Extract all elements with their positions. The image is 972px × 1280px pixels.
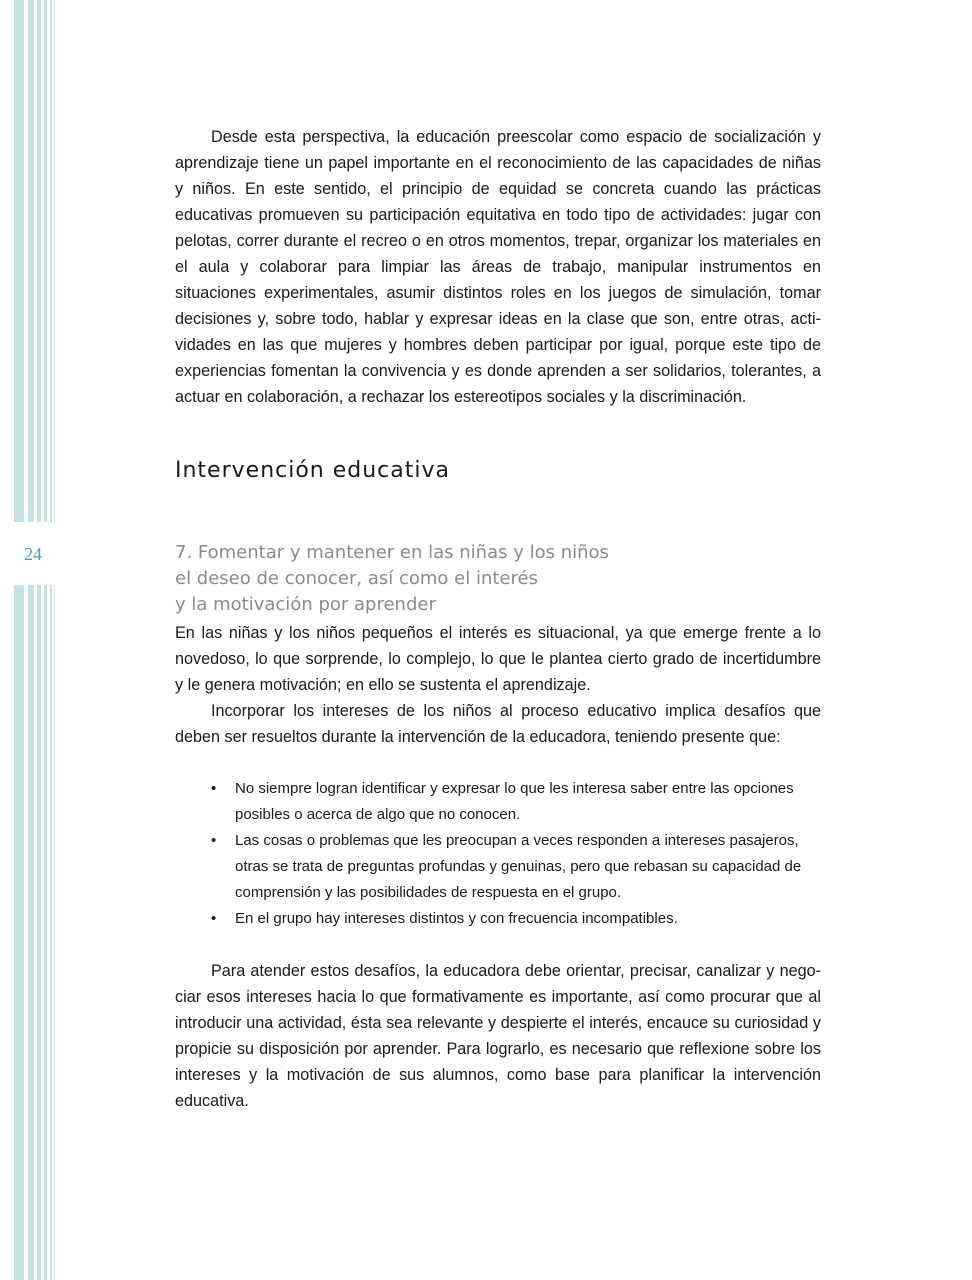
subsection-title-line: 7. Fomentar y mantener en las niñas y los niños bbox=[175, 542, 609, 563]
bullet-icon: • bbox=[211, 910, 217, 927]
stripe bbox=[28, 585, 34, 1280]
list-item-text: Las cosas o problemas que les preocupan a veces responden a intereses pasajeros, otras se trata de preguntas profundas y genuinas, pero que rebasan su capacidad de comprensión y las posibilidades de respuesta en el grupo. bbox=[235, 832, 802, 901]
margin-stripes-bottom bbox=[0, 585, 60, 1280]
subsection-title-line: y la motivación por aprender bbox=[175, 594, 436, 615]
list-item bbox=[211, 776, 821, 828]
subsection-title-line: el deseo de conocer, así como el interés bbox=[175, 568, 538, 589]
page-content bbox=[175, 124, 821, 1114]
list-item-text: No siempre logran identificar y expresar lo que les interesa saber entre las opciones posibles o acerca de algo que no conocen. bbox=[235, 780, 794, 823]
body-paragraph: Incorporar los intereses de los niños al proceso educativo implica desafíos que deben ser resueltos durante la intervención de la educadora, teniendo presente que: bbox=[175, 702, 821, 746]
subsection-title bbox=[175, 540, 821, 618]
bullet-icon: • bbox=[211, 832, 217, 849]
stripe bbox=[44, 0, 47, 522]
margin-stripes-top bbox=[0, 0, 60, 522]
stripe bbox=[44, 585, 47, 1280]
body-paragraph: En las niñas y los niños pequeños el interés es situacional, ya que emerge frente a lo novedoso, lo que sorprende, lo complejo, lo que le plantea cierto grado de incertidumbre y le genera motivación; en ello se sustenta el aprendizaje. bbox=[175, 624, 821, 694]
stripe bbox=[37, 585, 41, 1280]
stripe bbox=[14, 585, 24, 1280]
intro-paragraph: Desde esta perspectiva, la educación preescolar como espacio de socialización y aprendizaje tiene un papel importante en el reconocimiento de las capacidades de niñas y niños. En este sentido, el principio de equidad se concreta cuando las prácticas educativas promueven su participación equitativa en todo tipo de actividades: jugar con pelotas, correr durante el recreo o en otros momentos, trepar, organizar los materiales en el aula y colaborar para limpiar las áreas de trabajo, manipular instrumentos en situaciones experimentales, asumir distintos roles en los juegos de simulación, tomar decisiones y, sobre todo, hablar y expresar ideas en la clase que son, entre otras, actividades en las que mujeres y hombres deben participar por igual, porque este tipo de experiencias fomentan la convivencia y es donde aprenden a ser solidarios, tolerantes, a actuar en colaboración, a rechazar los estereotipos sociales y la discriminación. bbox=[175, 128, 821, 406]
stripe bbox=[37, 0, 41, 522]
stripe bbox=[14, 0, 24, 522]
bullet-icon: • bbox=[211, 780, 217, 797]
stripe bbox=[50, 585, 52, 1280]
bullet-list bbox=[175, 776, 821, 932]
stripe bbox=[54, 0, 55, 522]
body-paragraph: Para atender estos desafíos, la educadora debe orientar, precisar, canalizar y negociar esos intereses hacia lo que formativamente es importante, así como procurar que al introducir una actividad, ésta sea relevante y despierte el interés, encauce su curiosidad y propicie su disposición por aprender. Para lograrlo, es necesario que reflexione sobre los intereses y la motivación de sus alumnos, como base para planificar la intervención educativa. bbox=[175, 962, 821, 1110]
list-item-text: En el grupo hay intereses distintos y con frecuencia incompatibles. bbox=[235, 910, 678, 927]
stripe bbox=[28, 0, 34, 522]
list-item bbox=[211, 906, 821, 932]
stripe bbox=[50, 0, 52, 522]
list-item bbox=[211, 828, 821, 906]
page-number: 24 bbox=[24, 544, 42, 564]
stripe bbox=[54, 585, 55, 1280]
section-title: Intervención educativa bbox=[175, 458, 450, 483]
